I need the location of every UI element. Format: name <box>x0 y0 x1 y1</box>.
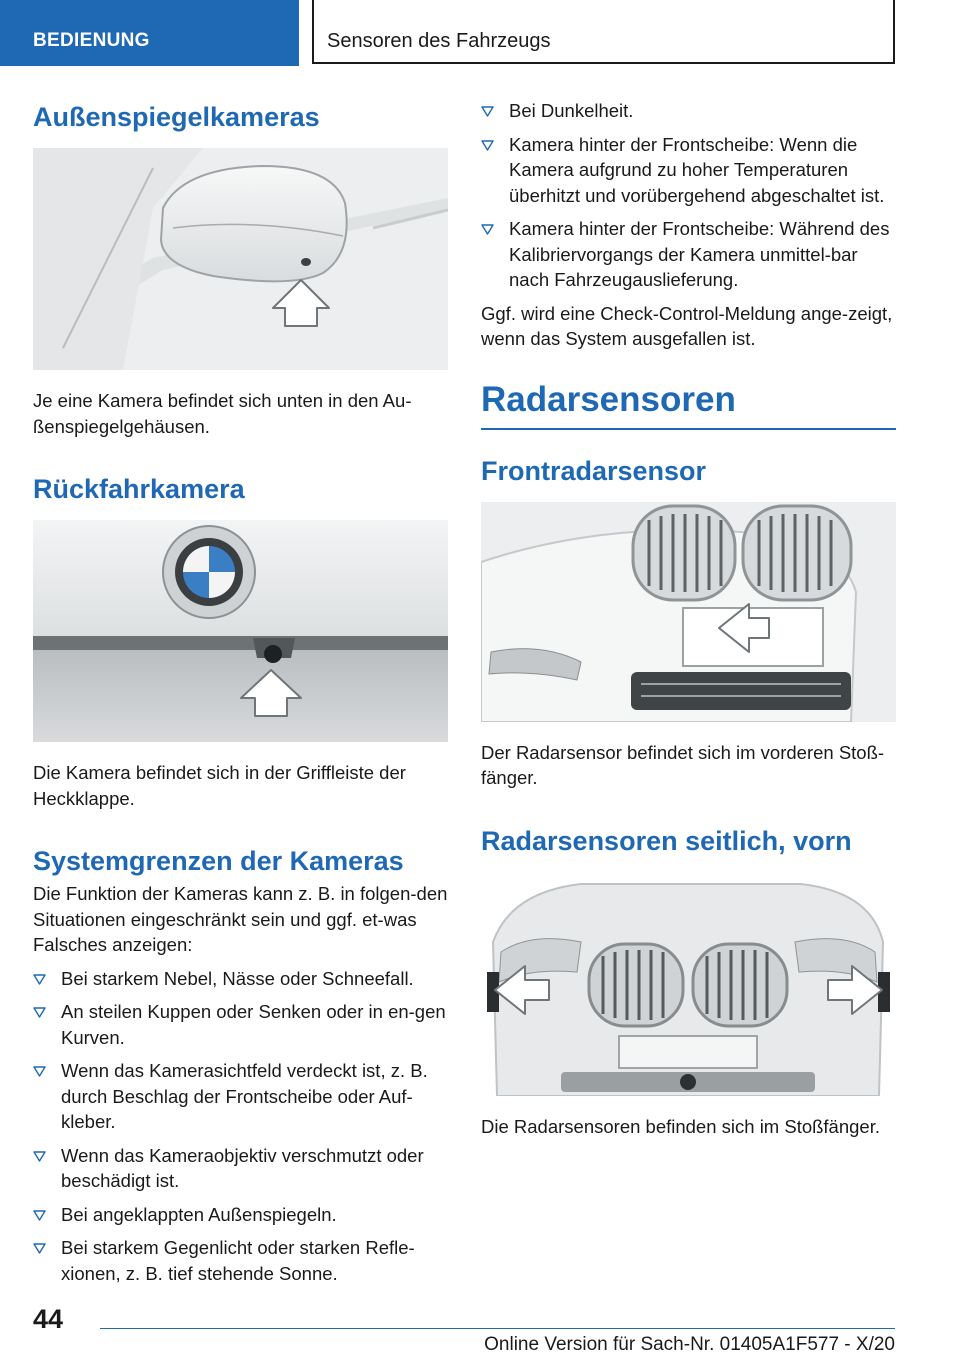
list-item: An steilen Kuppen oder Senken oder in en-gen Kurven. <box>33 999 448 1050</box>
triangle-bullet-icon <box>481 106 494 117</box>
mirror-camera-figure <box>33 148 448 370</box>
list-item: Kamera hinter der Frontscheibe: Wenn die Kamera aufgrund zu hoher Temperaturen überhitzt und vorübergehend abgeschaltet ist. <box>481 132 896 209</box>
front-radar-figure <box>481 502 896 722</box>
radar-sensors-heading: Radarsensoren <box>481 378 896 430</box>
front-radar-heading: Frontradarsensor <box>481 455 707 486</box>
triangle-bullet-icon <box>33 1243 46 1254</box>
camera-limits-text: Die Funktion der Kameras kann z. B. in folgen-den Situationen eingeschränkt sein und ggf. et-was Falsches anzeigen: <box>33 883 448 955</box>
triangle-bullet-icon <box>481 140 494 151</box>
list-item: Wenn das Kamerasichtfeld verdeckt ist, z. B. durch Beschlag der Frontscheibe oder Auf-kleber. <box>33 1058 448 1135</box>
triangle-bullet-icon <box>33 1007 46 1018</box>
list-item: Bei starkem Nebel, Nässe oder Schneefall. <box>33 966 448 992</box>
side-radar-heading: Radarsensoren seitlich, vorn <box>481 825 852 856</box>
page-number: 44 <box>33 1304 64 1334</box>
mirror-cameras-heading: Außenspiegelkameras <box>33 102 320 132</box>
chapter-label: Sensoren des Fahrzeugs <box>327 30 551 52</box>
side-radar-figure <box>481 872 896 1096</box>
triangle-bullet-icon <box>33 974 46 985</box>
rear-camera-figure <box>33 520 448 742</box>
footer-version: Online Version für Sach-Nr. 01405A1F577 - X/20 <box>484 1334 895 1355</box>
list-item: Bei angeklappten Außenspiegeln. <box>33 1202 448 1228</box>
front-radar-text: Der Radarsensor befindet sich im vorderen Stoß-fänger. <box>481 741 885 788</box>
right-column <box>481 100 896 1139</box>
triangle-bullet-icon <box>33 1210 46 1221</box>
list-item: Kamera hinter der Frontscheibe: Während des Kalibriervorgangs der Kamera unmittel-bar nach Fahrzeugauslieferung. <box>481 216 896 293</box>
section-label: BEDIENUNG <box>33 30 150 51</box>
camera-limits-list <box>33 966 448 1287</box>
triangle-bullet-icon <box>481 224 494 235</box>
section-tab <box>0 0 299 66</box>
list-item: Bei starkem Gegenlicht oder starken Refle-xionen, z. B. tief stehende Sonne. <box>33 1235 448 1286</box>
rear-camera-heading: Rückfahrkamera <box>33 474 245 504</box>
page-header <box>0 0 960 66</box>
triangle-bullet-icon <box>33 1066 46 1077</box>
triangle-bullet-icon <box>33 1151 46 1162</box>
check-control-text: Ggf. wird eine Check-Control-Meldung ange-zeigt, wenn das System ausgefallen ist. <box>481 302 893 349</box>
footer-divider <box>100 1328 895 1329</box>
list-item: Wenn das Kameraobjektiv verschmutzt oder beschädigt ist. <box>33 1143 448 1194</box>
mirror-cameras-text: Je eine Kamera befindet sich unten in den Au-ßenspiegelgehäusen. <box>33 390 412 437</box>
list-item: Bei Dunkelheit. <box>481 98 896 124</box>
chapter-tab <box>312 0 895 64</box>
left-column <box>33 100 448 1286</box>
side-radar-text: Die Radarsensoren befinden sich im Stoßfänger. <box>481 1115 880 1137</box>
rear-camera-text: Die Kamera befindet sich in der Griffleiste der Heckklappe. <box>33 762 406 809</box>
camera-limits-list-continued <box>481 98 896 293</box>
camera-limits-heading: Systemgrenzen der Kameras <box>33 846 404 876</box>
